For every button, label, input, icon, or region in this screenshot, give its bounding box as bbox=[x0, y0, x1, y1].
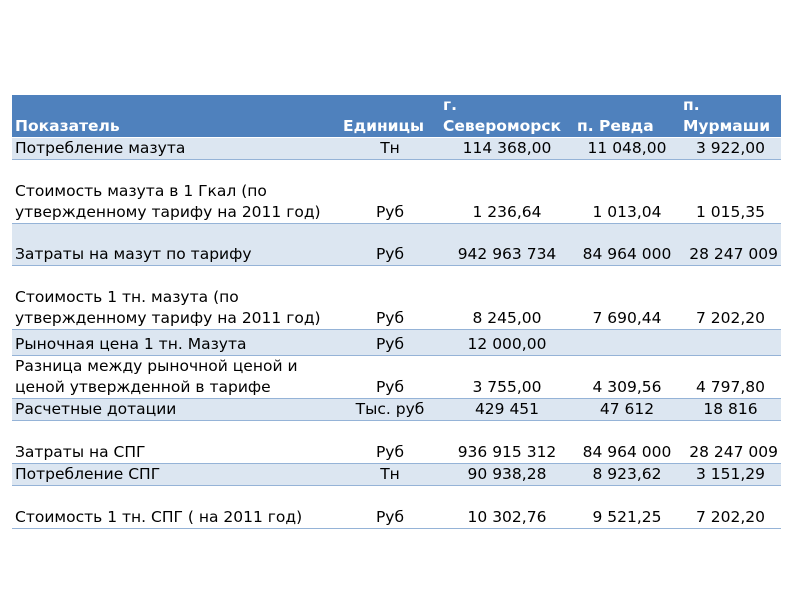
row-value-revda: 84 964 000 bbox=[574, 224, 680, 266]
row-name: Потребление мазута bbox=[12, 138, 340, 160]
header-murmashi: п. Мурмаши bbox=[680, 95, 781, 138]
row-value-murmashi: 1 015,35 bbox=[680, 160, 781, 224]
row-value-severomorsk: 12 000,00 bbox=[440, 330, 574, 356]
table-header-row bbox=[12, 95, 781, 138]
table-row bbox=[12, 421, 781, 464]
row-name: Рыночная цена 1 тн. Мазута bbox=[12, 330, 340, 356]
row-name: Потребление СПГ bbox=[12, 464, 340, 486]
row-value-murmashi: 7 202,20 bbox=[680, 266, 781, 330]
row-value-severomorsk: 3 755,00 bbox=[440, 356, 574, 399]
row-name: Стоимость мазута в 1 Гкал (по утвержденному тарифу на 2011 год) bbox=[12, 160, 340, 224]
row-unit: Руб bbox=[340, 330, 440, 356]
row-value-severomorsk: 936 915 312 bbox=[440, 421, 574, 464]
row-value-murmashi: 28 247 009 bbox=[680, 421, 781, 464]
row-name: Стоимость 1 тн. СПГ ( на 2011 год) bbox=[12, 486, 340, 529]
header-units: Единицы bbox=[340, 95, 440, 138]
header-indicator: Показатель bbox=[12, 95, 340, 138]
row-value-revda: 4 309,56 bbox=[574, 356, 680, 399]
row-value-severomorsk: 90 938,28 bbox=[440, 464, 574, 486]
row-value-revda: 84 964 000 bbox=[574, 421, 680, 464]
row-value-severomorsk: 8 245,00 bbox=[440, 266, 574, 330]
row-value-murmashi bbox=[680, 330, 781, 356]
row-unit: Тн bbox=[340, 138, 440, 160]
row-unit: Тн bbox=[340, 464, 440, 486]
row-name: Затраты на СПГ bbox=[12, 421, 340, 464]
row-unit: Руб bbox=[340, 266, 440, 330]
row-unit: Руб bbox=[340, 224, 440, 266]
row-name: Стоимость 1 тн. мазута (по утвержденному тарифу на 2011 год) bbox=[12, 266, 340, 330]
row-value-severomorsk: 1 236,64 bbox=[440, 160, 574, 224]
header-severomorsk: г. Североморск bbox=[440, 95, 574, 138]
row-value-murmashi: 3 922,00 bbox=[680, 138, 781, 160]
row-value-murmashi: 7 202,20 bbox=[680, 486, 781, 529]
row-value-murmashi: 18 816 bbox=[680, 399, 781, 421]
table-row bbox=[12, 464, 781, 486]
row-value-revda: 47 612 bbox=[574, 399, 680, 421]
row-value-revda: 1 013,04 bbox=[574, 160, 680, 224]
row-unit: Тыс. руб bbox=[340, 399, 440, 421]
row-value-revda bbox=[574, 330, 680, 356]
table-row bbox=[12, 399, 781, 421]
header-revda: п. Ревда bbox=[574, 95, 680, 138]
row-name: Затраты на мазут по тарифу bbox=[12, 224, 340, 266]
row-value-severomorsk: 429 451 bbox=[440, 399, 574, 421]
row-value-murmashi: 28 247 009 bbox=[680, 224, 781, 266]
table-row bbox=[12, 356, 781, 399]
row-unit: Руб bbox=[340, 421, 440, 464]
row-value-revda: 7 690,44 bbox=[574, 266, 680, 330]
table-row bbox=[12, 224, 781, 266]
row-value-severomorsk: 114 368,00 bbox=[440, 138, 574, 160]
row-unit: Руб bbox=[340, 356, 440, 399]
table-row bbox=[12, 138, 781, 160]
tariff-table bbox=[12, 94, 781, 529]
row-value-murmashi: 4 797,80 bbox=[680, 356, 781, 399]
row-value-murmashi: 3 151,29 bbox=[680, 464, 781, 486]
row-name: Разница между рыночной ценой и ценой утвержденной в тарифе bbox=[12, 356, 340, 399]
row-unit: Руб bbox=[340, 160, 440, 224]
row-name: Расчетные дотации bbox=[12, 399, 340, 421]
table-row bbox=[12, 330, 781, 356]
row-value-revda: 8 923,62 bbox=[574, 464, 680, 486]
row-value-severomorsk: 10 302,76 bbox=[440, 486, 574, 529]
table-row bbox=[12, 486, 781, 529]
table-row bbox=[12, 160, 781, 224]
row-value-severomorsk: 942 963 734 bbox=[440, 224, 574, 266]
row-value-revda: 11 048,00 bbox=[574, 138, 680, 160]
table-row bbox=[12, 266, 781, 330]
row-unit: Руб bbox=[340, 486, 440, 529]
row-value-revda: 9 521,25 bbox=[574, 486, 680, 529]
